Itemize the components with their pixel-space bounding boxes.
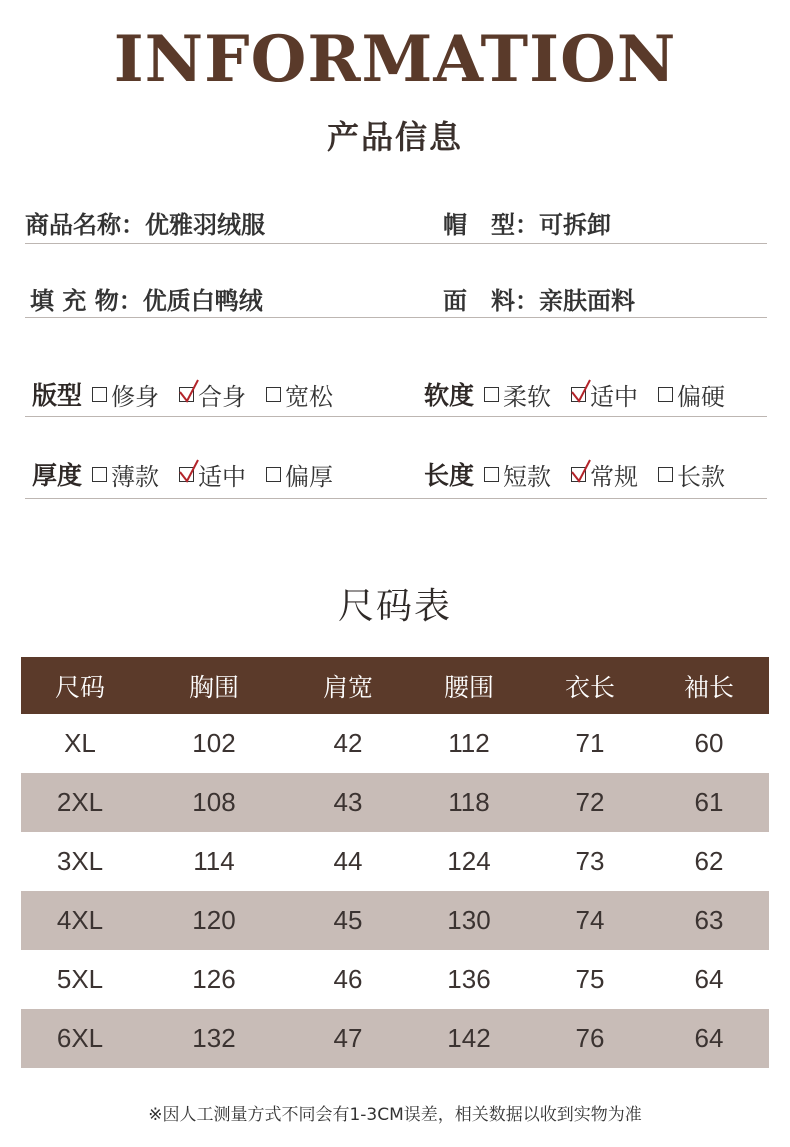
attr-group-fit: [32, 376, 333, 412]
checkbox-icon: [571, 467, 586, 482]
table-cell: 45: [333, 905, 363, 935]
table-cell: 118: [448, 787, 490, 817]
option-label: 长款: [677, 462, 726, 491]
table-cell: 60: [694, 728, 724, 758]
table-cell: 3XL: [56, 846, 104, 876]
option-checkbox[interactable]: [266, 377, 333, 412]
checkbox-icon: [179, 467, 194, 482]
table-cell: 71: [575, 728, 605, 758]
checkmark-icon: [570, 459, 592, 483]
table-cell: 120: [192, 905, 236, 935]
info-fabric: 面 料：亲肤面料: [443, 287, 635, 315]
option-label: 修身: [111, 382, 160, 411]
size-table: [21, 657, 769, 1068]
table-cell: XL: [64, 728, 96, 758]
table-body: [21, 714, 769, 1068]
table-cell: 44: [333, 846, 363, 876]
table-cell: 64: [694, 964, 724, 994]
option-checkbox[interactable]: [571, 377, 638, 412]
option-label: 偏厚: [285, 462, 334, 491]
table-cell: 46: [333, 964, 363, 994]
option-checkbox[interactable]: [484, 377, 551, 412]
attr-title: 软度: [424, 381, 475, 410]
table-cell: 76: [575, 1023, 605, 1053]
title-en: INFORMATION: [113, 22, 677, 97]
option-label: 偏硬: [677, 382, 726, 411]
measurement-note: ※因人工测量方式不同会有1-3CM误差，相关数据以收到实物为准: [148, 1105, 642, 1125]
attr-title: 厚度: [32, 461, 83, 490]
table-cell: 6XL: [56, 1023, 104, 1053]
option-checkbox[interactable]: [658, 377, 725, 412]
divider: [25, 317, 767, 318]
table-cell: 74: [575, 905, 605, 935]
option-checkbox[interactable]: [92, 457, 159, 492]
column-header: 肩宽: [322, 672, 373, 702]
column-header: 袖长: [683, 672, 734, 702]
checkbox-icon: [571, 387, 586, 402]
option-checkbox[interactable]: [179, 377, 246, 412]
checkbox-icon: [266, 387, 281, 402]
attr-group-length: [424, 456, 725, 492]
column-header: 胸围: [188, 672, 239, 702]
table-cell: 130: [447, 905, 491, 935]
table-row: [21, 773, 769, 832]
divider: [25, 416, 767, 417]
table-cell: 114: [193, 846, 235, 876]
table-cell: 62: [694, 846, 724, 876]
option-checkbox[interactable]: [658, 457, 725, 492]
checkbox-icon: [658, 467, 673, 482]
option-label: 薄款: [111, 462, 160, 491]
title-cn: 产品信息: [326, 118, 463, 156]
checkbox-icon: [92, 387, 107, 402]
option-checkbox[interactable]: [266, 457, 333, 492]
table-cell: 2XL: [56, 787, 104, 817]
table-row: [21, 832, 769, 891]
checkbox-icon: [92, 467, 107, 482]
column-header: 腰围: [443, 672, 494, 702]
table-row: [21, 714, 769, 773]
checkmark-icon: [178, 459, 200, 483]
table-row: [21, 950, 769, 1009]
divider: [25, 243, 767, 244]
table-cell: 112: [448, 728, 490, 758]
size-chart-title: 尺码表: [337, 586, 452, 627]
option-label: 短款: [503, 462, 552, 491]
table-cell: 75: [575, 964, 605, 994]
option-label: 合身: [198, 382, 247, 411]
option-label: 适中: [198, 462, 247, 491]
checkbox-icon: [658, 387, 673, 402]
table-cell: 136: [447, 964, 491, 994]
attr-title: 版型: [32, 381, 83, 410]
table-cell: 63: [694, 905, 724, 935]
checkbox-icon: [484, 467, 499, 482]
column-header: 尺码: [54, 672, 105, 702]
option-label: 柔软: [503, 382, 552, 411]
table-cell: 4XL: [56, 905, 104, 935]
column-header: 衣长: [564, 672, 615, 702]
table-row: [21, 891, 769, 950]
option-checkbox[interactable]: [179, 457, 246, 492]
table-cell: 5XL: [56, 964, 104, 994]
checkbox-icon: [179, 387, 194, 402]
table-cell: 132: [192, 1023, 236, 1053]
table-cell: 108: [192, 787, 236, 817]
info-hood: 帽 型：可拆卸: [443, 211, 611, 239]
table-cell: 142: [447, 1023, 491, 1053]
table-cell: 42: [333, 728, 363, 758]
attr-title: 长度: [424, 461, 475, 490]
divider: [25, 498, 767, 499]
option-checkbox[interactable]: [571, 457, 638, 492]
table-cell: 124: [447, 846, 491, 876]
table-row: [21, 1009, 769, 1068]
attr-group-thickness: [32, 456, 333, 492]
table-cell: 73: [575, 846, 605, 876]
checkbox-icon: [484, 387, 499, 402]
info-filling: 填 充 物：优质白鸭绒: [30, 287, 263, 315]
table-cell: 64: [694, 1023, 724, 1053]
table-header: [21, 657, 769, 714]
table-cell: 72: [575, 787, 605, 817]
option-checkbox[interactable]: [484, 457, 551, 492]
checkbox-icon: [266, 467, 281, 482]
info-product-name: 商品名称：优雅羽绒服: [25, 211, 265, 239]
option-label: 适中: [590, 382, 639, 411]
table-cell: 43: [333, 787, 363, 817]
option-label: 常规: [590, 462, 639, 491]
option-label: 宽松: [285, 382, 334, 411]
checkmark-icon: [178, 379, 200, 403]
table-cell: 47: [333, 1023, 363, 1053]
table-cell: 61: [694, 787, 724, 817]
table-cell: 102: [192, 728, 236, 758]
option-checkbox[interactable]: [92, 377, 159, 412]
table-cell: 126: [192, 964, 236, 994]
attr-group-softness: [424, 376, 725, 412]
checkmark-icon: [570, 379, 592, 403]
